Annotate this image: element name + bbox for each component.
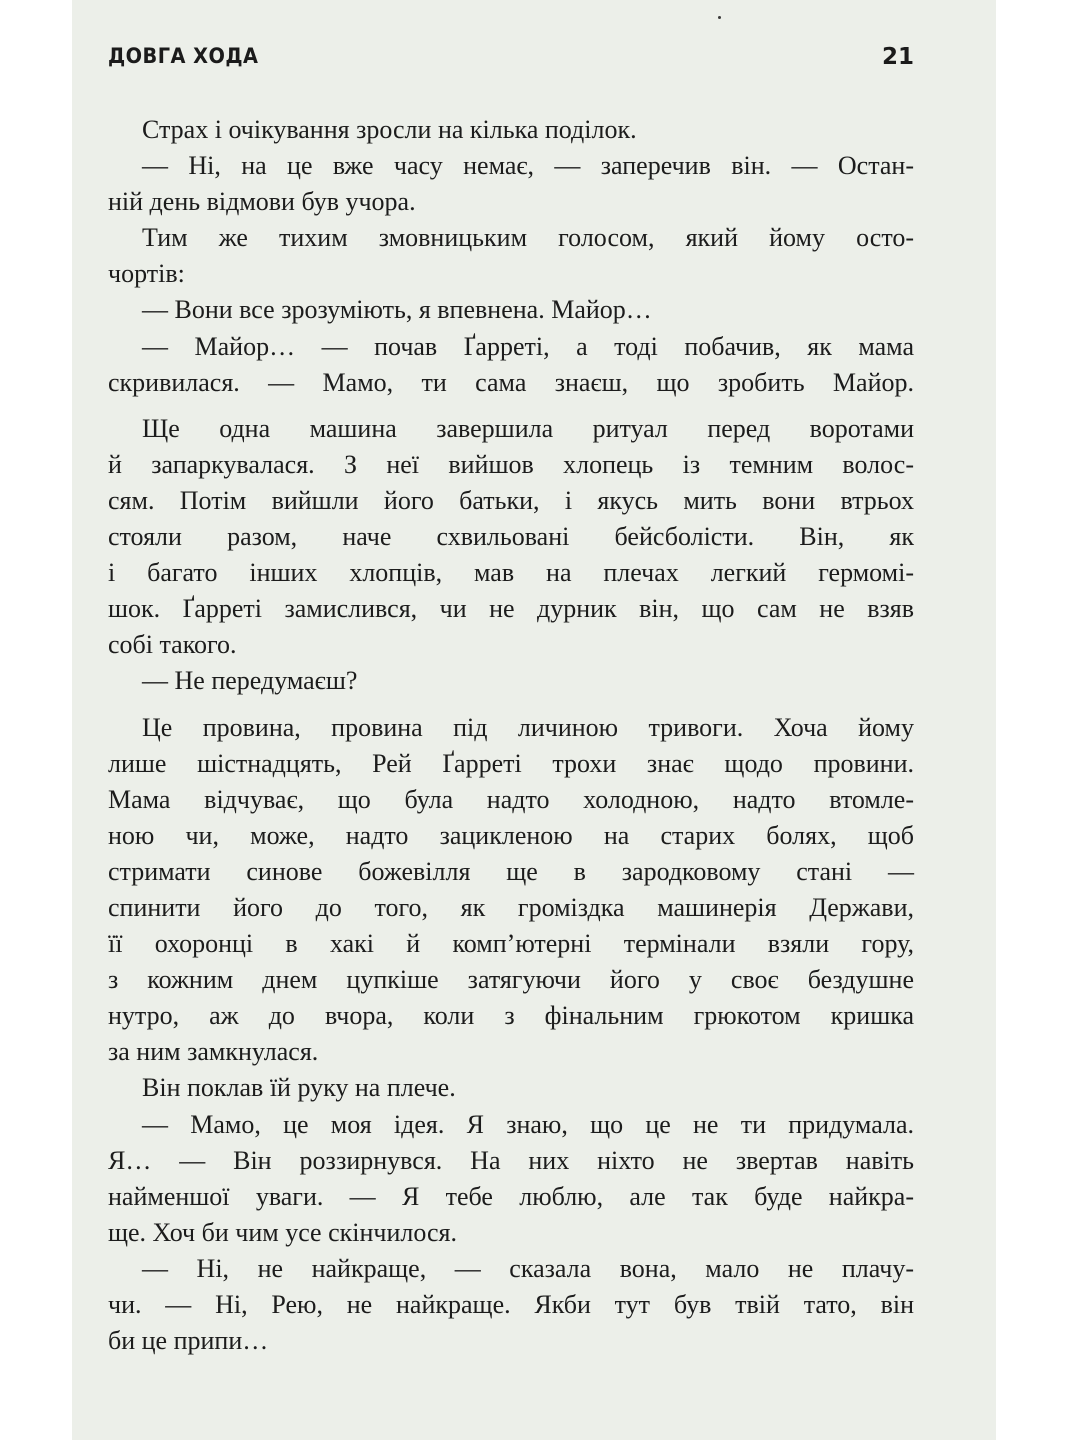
text-line: — Вони все зрозуміють, я впевнена. Майор… <box>142 295 652 325</box>
text-line: Мама відчуває, що була надто холодною, надто втомле- <box>108 784 914 814</box>
text-line: шок. Ґарреті замислився, чи не дурник він, що сам не взяв <box>108 594 914 624</box>
text-line: ною чи, може, надто зацикленою на старих болях, щоб <box>108 820 914 850</box>
text-line: скривилася. — Мамо, ти сама знаєш, що зробить Майор. <box>108 367 914 397</box>
text-line: і багато інших хлопців, мав на плечах легкий гермомі- <box>108 558 914 588</box>
text-line: за ним замкнулася. <box>108 1037 319 1067</box>
text-line: Ще одна машина завершила ритуал перед воротами <box>142 413 914 443</box>
text-line: ще. Хоч би чим усе скінчилося. <box>108 1217 458 1247</box>
text-line: би це припи… <box>108 1326 269 1356</box>
text-line: Тим же тихим змовницьким голосом, який йому осто- <box>142 223 914 253</box>
text-line: й запаркувалася. З неї вийшов хлопець із темним волос- <box>108 449 914 479</box>
body-text <box>108 112 914 1359</box>
text-line: собі такого. <box>108 630 237 660</box>
text-line: — Ні, на це вже часу немає, — заперечив він. — Остан- <box>142 151 914 181</box>
text-line: нутро, аж до вчора, коли з фінальним грюкотом кришка <box>108 1001 914 1031</box>
text-line: стримати синове божевілля ще в зародковому стані — <box>108 856 914 886</box>
text-line: найменшої уваги. — Я тебе люблю, але так буде найкра- <box>108 1181 914 1211</box>
text-line: — Ні, не найкраще, — сказала вона, мало не плачу- <box>142 1253 914 1283</box>
text-line: спинити його до того, як громіздка машинерія Держави, <box>108 892 914 922</box>
text-line: Я… — Він роззирнувся. На них ніхто не звертав навіть <box>108 1145 914 1175</box>
speck-mark <box>718 16 721 19</box>
text-line: з кожним днем цупкіше затягуючи його у своє бездушне <box>108 965 914 995</box>
book-title: ДОВГА ХОДА <box>108 44 259 68</box>
text-line: — Майор… — почав Ґарреті, а тоді побачив, як мама <box>142 331 914 361</box>
text-line: сям. Потім вийшли його батьки, і якусь мить вони втрьох <box>108 485 914 515</box>
text-line: Він поклав їй руку на плече. <box>142 1073 456 1103</box>
book-page <box>72 0 996 1440</box>
text-line: — Мамо, це моя ідея. Я знаю, що це не ти придумала. <box>142 1109 914 1139</box>
text-line: чортів: <box>108 259 185 289</box>
running-header <box>108 44 914 76</box>
text-line: лише шістнадцять, Рей Ґарреті трохи знає щодо провини. <box>108 748 914 778</box>
page-number: 21 <box>881 44 914 70</box>
text-line: стояли разом, наче схвильовані бейсболісти. Він, як <box>108 522 914 552</box>
text-line: чи. — Ні, Рею, не найкраще. Якби тут був твій тато, він <box>108 1290 914 1319</box>
text-line: — Не передумаєш? <box>142 666 358 696</box>
text-line: ній день відмови був учора. <box>108 187 416 217</box>
text-line: Це провина, провина під личиною тривоги. Хоча йому <box>142 712 914 742</box>
text-line: Страх і очікування зросли на кілька поділок. <box>142 115 637 144</box>
text-line: її охоронці в хакі й комп’ютерні термінали взяли гору, <box>108 929 914 959</box>
